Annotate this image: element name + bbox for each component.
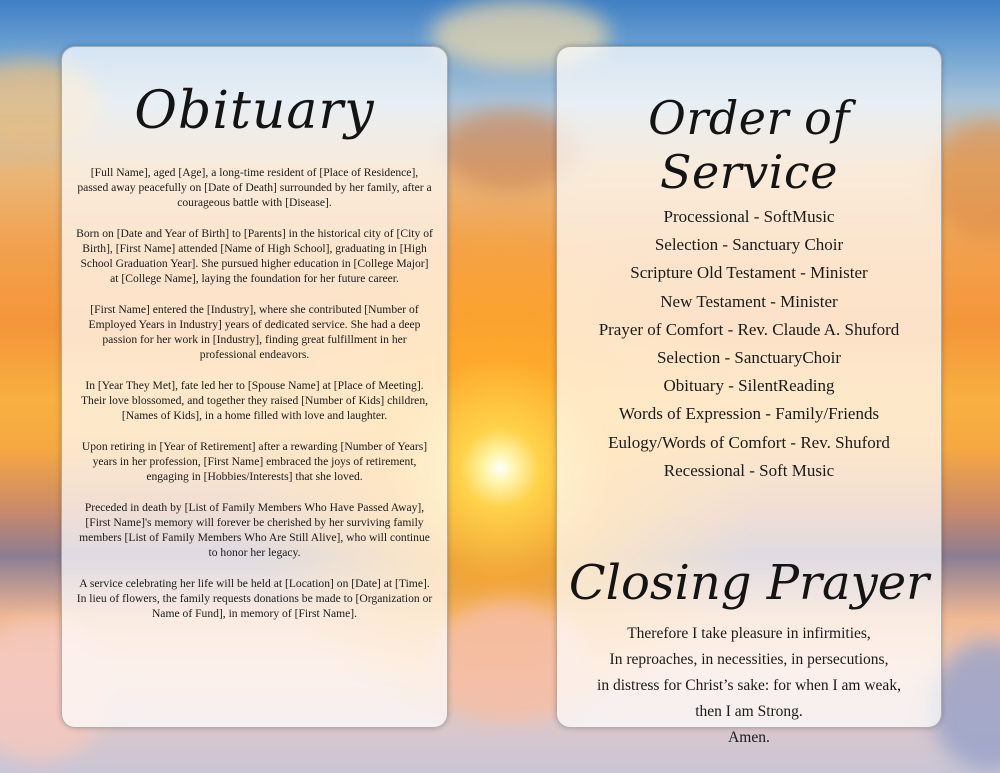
service-item: Obituary - SilentReading [663, 376, 835, 396]
prayer-line: Therefore I take pleasure in infirmities, [627, 625, 871, 643]
obituary-paragraph: Preceded in death by [List of Family Members Who Have Passed Away], [First Name]'s memory will forever be cherished by her surviving family members [List of Family Members Who Are Still Alive], who will continue to honor her legacy. [79, 501, 430, 559]
order-of-service-list [557, 203, 941, 485]
service-item: Words of Expression - Family/Friends [618, 404, 880, 424]
prayer-line: then I am Strong. [695, 703, 803, 721]
service-item: Prayer of Comfort - Rev. Claude A. Shuford [598, 319, 900, 339]
closing-prayer-title: Closing Prayer [568, 555, 930, 612]
obituary-paragraph: Born on [Date and Year of Birth] to [Parents] in the historical city of [City of Birth], [First Name] attended [Name of High School], graduating in [High School Graduation Year]. She pursued higher education in [College Major] at [College Name], laying the foundation for her future career. [76, 227, 433, 285]
prayer-line: in distress for Christ’s sake: for when I am weak, [597, 677, 901, 695]
obituary-paragraph: [Full Name], aged [Age], a long-time resident of [Place of Residence], passed away peacefully on [Date of Death] surrounded by her family, after a courageous battle with [Disease]. [77, 166, 432, 209]
service-item: Recessional - Soft Music [663, 460, 835, 480]
obituary-paragraph: A service celebrating her life will be held at [Location] on [Date] at [Time]. In lieu of flowers, the family requests donations be made to [Organization or Name of Fund], in memory of [First Name]. [76, 577, 433, 620]
prayer-line: In reproaches, in necessities, in persecutions, [609, 651, 889, 669]
obituary-paragraph: Upon retiring in [Year of Retirement] after a rewarding [Number of Years] years in her profession, [First Name] embraced the joys of retirement, engaging in [Hobbies/Interests] that she loved. [81, 440, 428, 483]
service-item: Selection - Sanctuary Choir [654, 235, 844, 255]
service-item: Processional - SoftMusic [663, 207, 835, 226]
service-item: Eulogy/Words of Comfort - Rev. Shuford [608, 432, 890, 452]
obituary-body [62, 165, 447, 621]
obituary-paragraph: In [Year They Met], fate led her to [Spouse Name] at [Place of Meeting]. Their love blossomed, and together they raised [Number of Kids] children, [Names of Kids], in a home filled with love and laughter. [80, 379, 429, 422]
obituary-paragraph: [First Name] entered the [Industry], where she contributed [Number of Employed Years in Industry] years of dedicated service. She had a deep passion for her work in [Industry], finding great fulfillment in her professional endeavors. [88, 303, 421, 361]
service-panel [556, 46, 942, 747]
service-item: Scripture Old Testament - Minister [630, 263, 868, 283]
order-of-service-title: Order of Service [648, 91, 850, 199]
closing-prayer-text [557, 621, 941, 751]
obituary-title: Obituary [134, 81, 375, 141]
service-item: Selection - SanctuaryChoir [656, 348, 842, 368]
service-item: New Testament - Minister [660, 291, 838, 311]
prayer-line: Amen. [728, 729, 770, 747]
obituary-panel [61, 46, 448, 728]
